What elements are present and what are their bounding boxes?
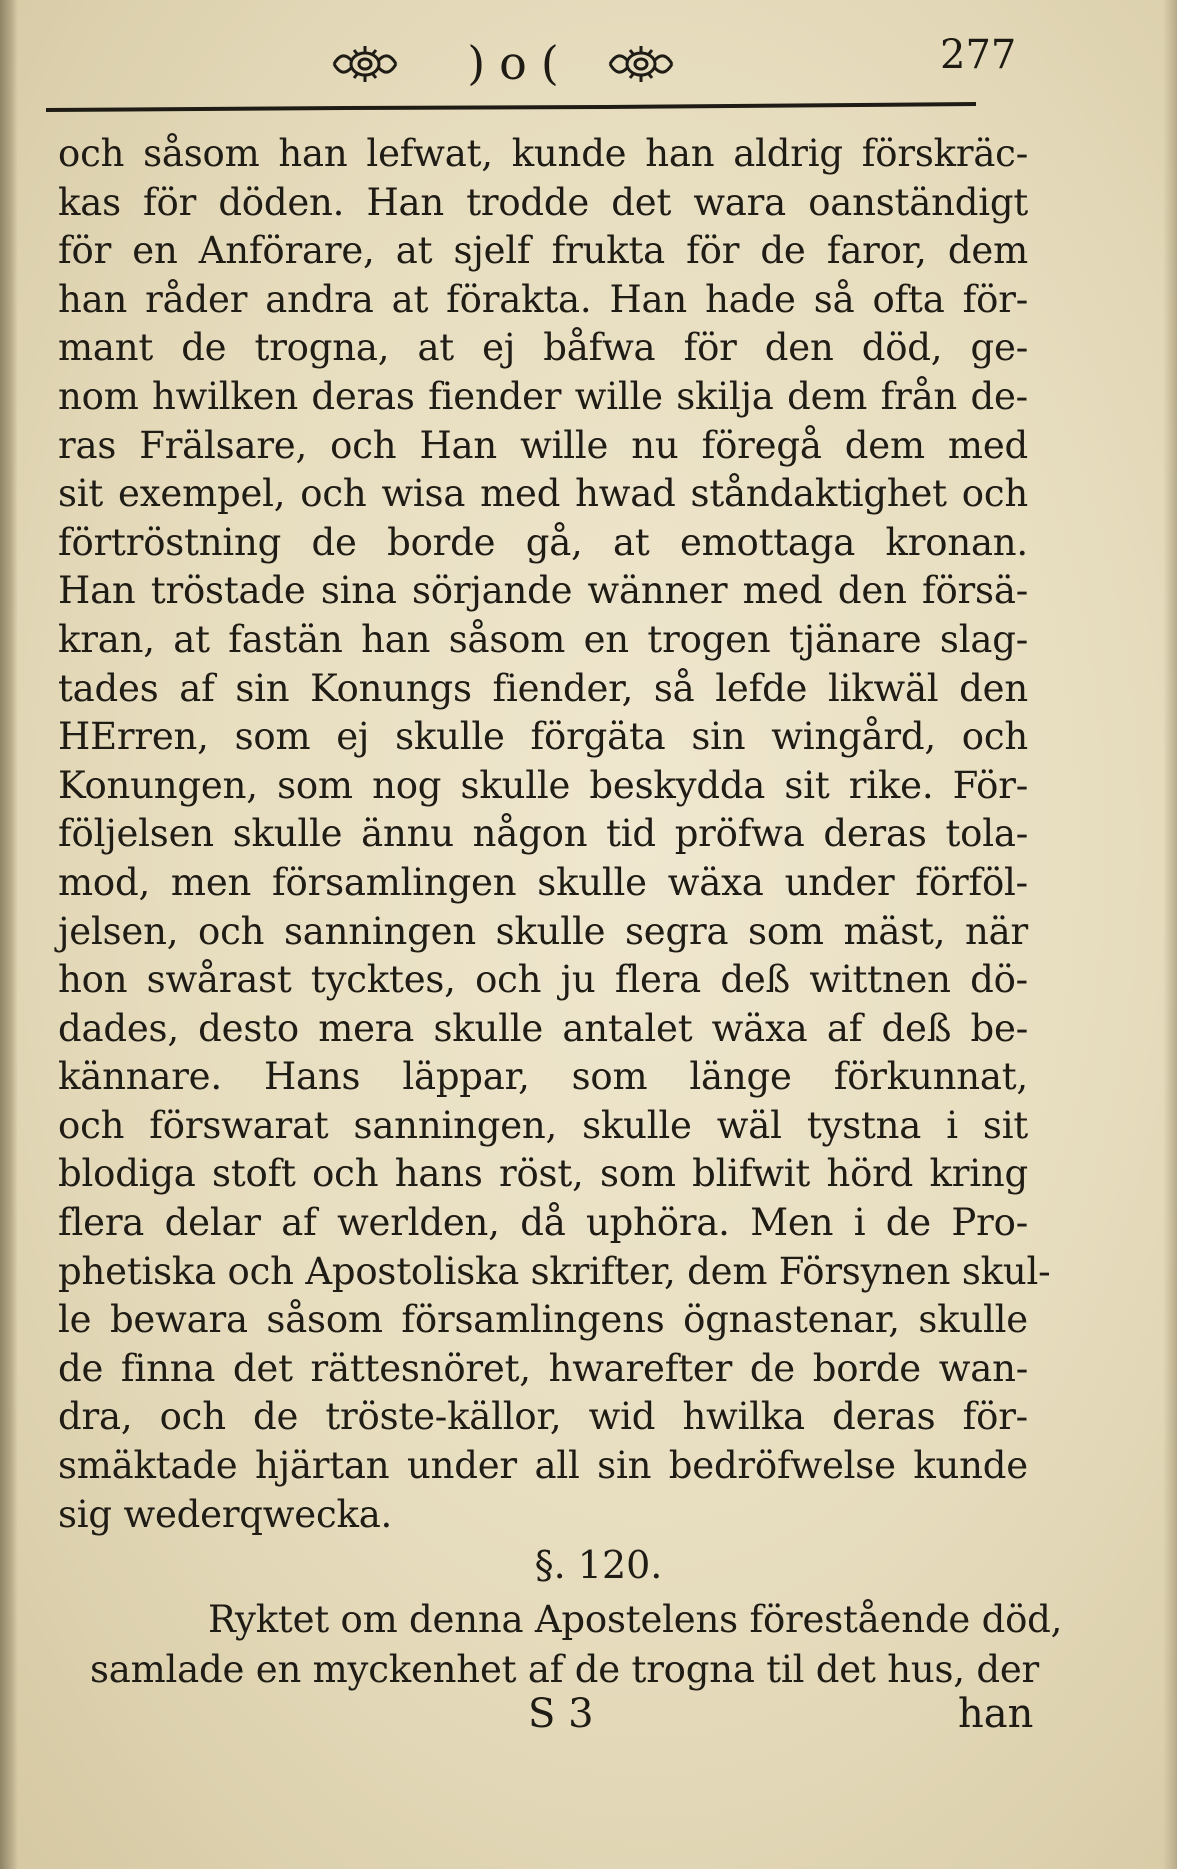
text-line: flera delar af werlden, då uphöra. Men i de Pro- bbox=[58, 1201, 1028, 1245]
body-text bbox=[58, 130, 1051, 1539]
text-line: dra, och de tröste-källor, wid hwilka deras för- bbox=[58, 1395, 1028, 1439]
header-rule bbox=[46, 102, 976, 114]
ornament-left-icon bbox=[330, 42, 400, 86]
section-text-line: Ryktet om denna Apostelens förestående död, bbox=[208, 1598, 1063, 1641]
text-line: mant de trogna, at ej båfwa för den död, ge- bbox=[58, 326, 1028, 370]
text-line-last: sig wederqwecka. bbox=[58, 1492, 393, 1536]
section-text bbox=[90, 1595, 1063, 1695]
text-line: blodiga stoft och hans röst, som blifwit hörd kring bbox=[58, 1152, 1028, 1196]
text-line: för en Anförare, at sjelf frukta för de faror, dem bbox=[58, 229, 1028, 273]
text-line: kran, at fastän han såsom en trogen tjänare slag- bbox=[58, 617, 1028, 661]
text-line: Han tröstade sina sörjande wänner med den försä- bbox=[58, 569, 1028, 613]
text-line: hon swårast tycktes, och ju flera deß wittnen dö- bbox=[58, 958, 1028, 1002]
section-text-line: samlade en myckenhet af de trogna til det hus, der bbox=[90, 1648, 1040, 1691]
ornament-right-icon bbox=[606, 42, 676, 86]
text-line: HErren, som ej skulle förgäta sin wingård, och bbox=[58, 715, 1028, 759]
text-line: Konungen, som nog skulle beskydda sit rike. För- bbox=[58, 763, 1028, 807]
text-line: han råder andra at förakta. Han hade så ofta för- bbox=[58, 277, 1028, 321]
text-line: de finna det rättesnöret, hwarefter de borde wan- bbox=[58, 1346, 1028, 1390]
text-line: mod, men församlingen skulle wäxa under förföl- bbox=[58, 860, 1028, 904]
catchword: han bbox=[958, 1691, 1034, 1737]
page-spine-shadow bbox=[0, 0, 18, 1869]
text-line: tades af sin Konungs fiender, så lefde likwäl den bbox=[58, 666, 1028, 710]
text-line: sit exempel, och wisa med hwad ståndaktighet och bbox=[58, 472, 1028, 516]
text-line: kas för döden. Han trodde det wara oanständigt bbox=[58, 180, 1028, 224]
text-line: dades, desto mera skulle antalet wäxa af deß be- bbox=[58, 1006, 1028, 1050]
text-line: och såsom han lefwat, kunde han aldrig förskräc- bbox=[58, 132, 1028, 175]
text-line: ras Frälsare, och Han wille nu föregå dem med bbox=[58, 423, 1028, 467]
header-center-mark: )o( bbox=[467, 36, 573, 90]
page-header bbox=[50, 28, 1130, 108]
text-line: följelsen skulle ännu någon tid pröfwa deras tola- bbox=[58, 812, 1028, 856]
text-line: le bewara såsom församlingens ögnastenar, skulle bbox=[58, 1298, 1028, 1342]
signature-mark: S 3 bbox=[528, 1691, 594, 1737]
text-line: förtröstning de borde gå, at emottaga kronan. bbox=[58, 520, 1028, 564]
text-line: smäktade hjärtan under all sin bedröfwelse kunde bbox=[58, 1444, 1028, 1488]
text-line: phetiska och Apostoliska skrifter, dem Försynen skul- bbox=[58, 1249, 1051, 1293]
text-line: och förswarat sanningen, skulle wäl tystna i sit bbox=[58, 1103, 1028, 1147]
text-line: jelsen, och sanningen skulle segra som mäst, när bbox=[58, 909, 1028, 953]
text-line: kännare. Hans läppar, som länge förkunnat, bbox=[58, 1055, 1028, 1099]
page-edge-shadow bbox=[1163, 0, 1177, 1869]
section-heading: §. 120. bbox=[534, 1543, 663, 1587]
page-number: 277 bbox=[940, 32, 1017, 78]
text-line: nom hwilken deras fiender wille skilja dem från de- bbox=[58, 374, 1028, 418]
page-footer bbox=[0, 1691, 1177, 1751]
